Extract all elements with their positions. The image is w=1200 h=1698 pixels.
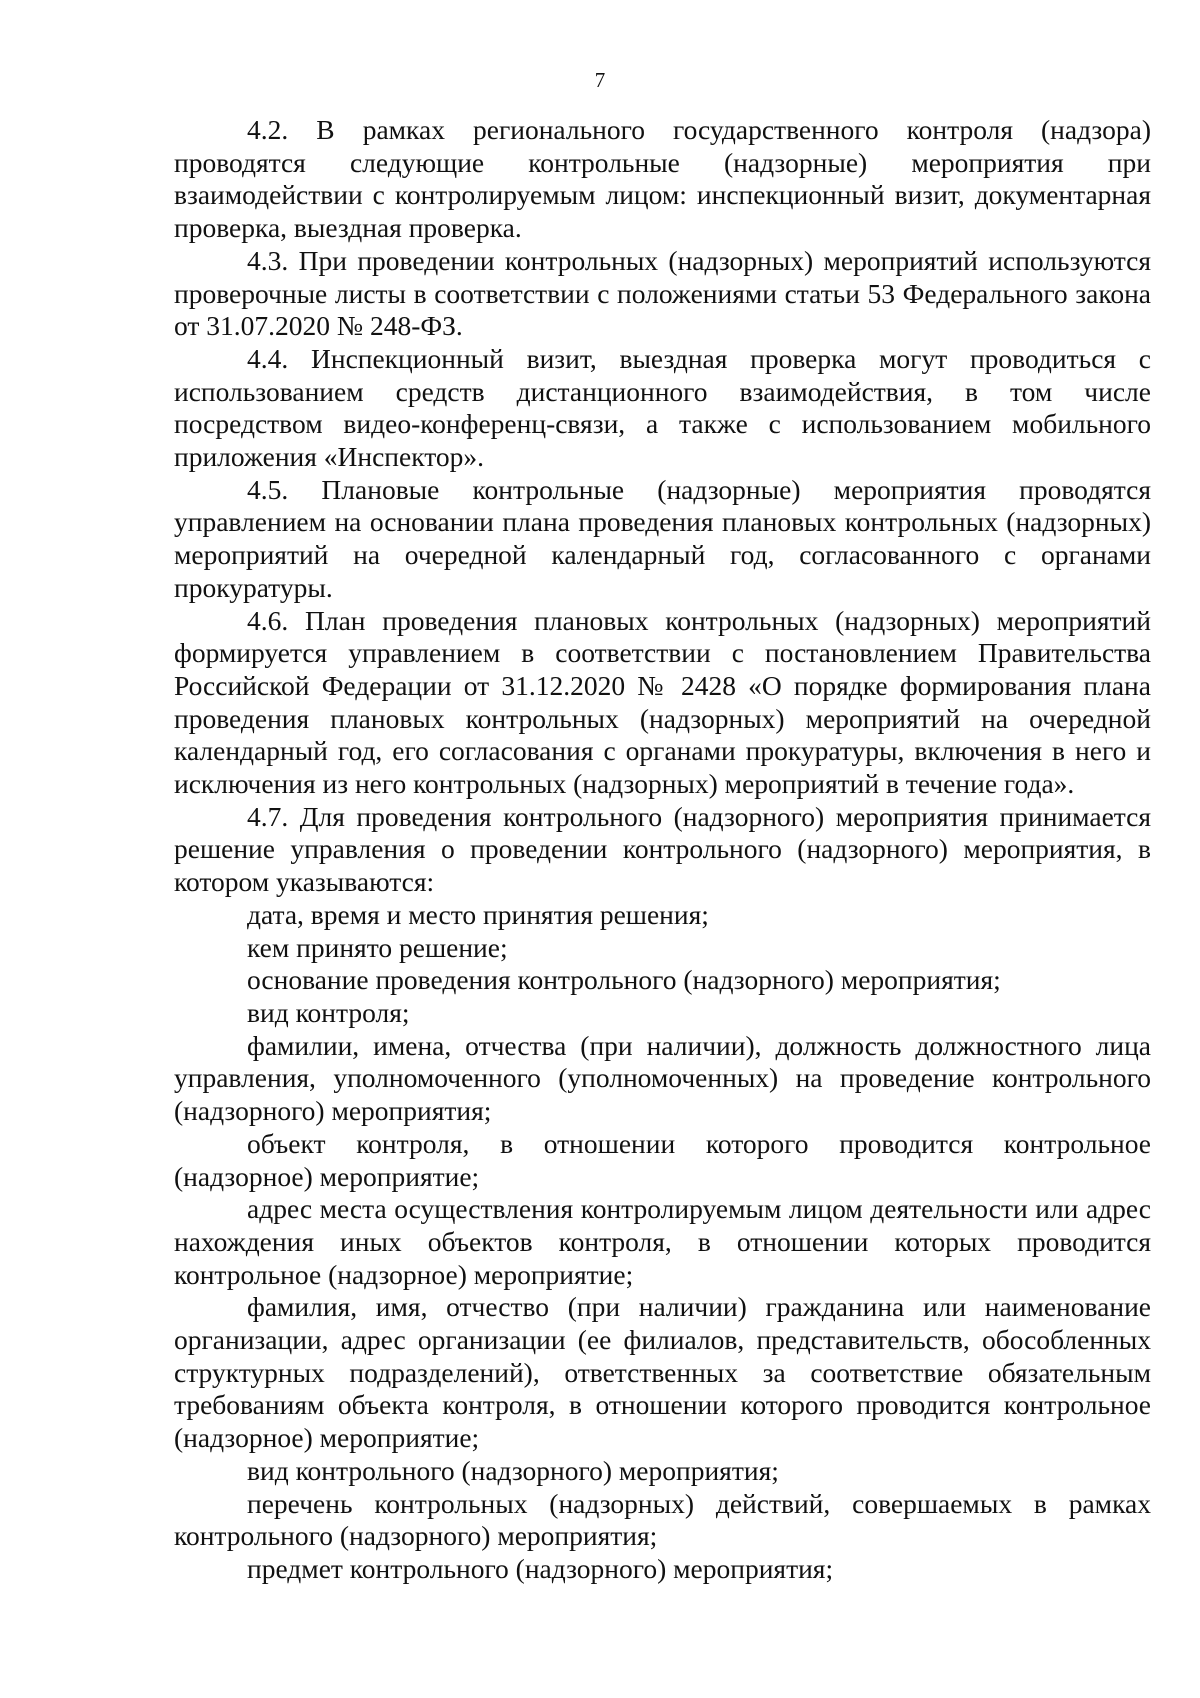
list-item: адрес места осуществления контролируемым лицом деятельности или адрес нахождения иных объектов контроля, в отношении которых проводится контрольное (надзорное) мероприятие;: [174, 1193, 1151, 1290]
list-item: вид контроля;: [247, 996, 410, 1028]
list-item: объект контроля, в отношении которого проводится контрольное (надзорное) мероприятие;: [174, 1127, 1151, 1192]
paragraph-4-2: 4.2. В рамках регионального государственного контроля (надзора) проводятся следующие контрольные (надзорные) мероприятия при взаимодействии с контролируемым лицом: инспекционный визит, документарная проверка, выездная проверка.: [174, 114, 1151, 244]
list-item: фамилия, имя, отчество (при наличии) гражданина или наименование организации, адрес организации (ее филиалов, представительств, обособленных структурных подразделений), ответственных за соответствие обязательным требованиям объекта контроля, в отношении которого проводится контрольное (надзорное) мероприятие;: [174, 1291, 1151, 1454]
list-item: основание проведения контрольного (надзорного) мероприятия;: [247, 964, 1001, 996]
list-item: предмет контрольного (надзорного) мероприятия;: [247, 1552, 834, 1584]
page-number: 7: [594, 68, 606, 92]
document-body: [174, 114, 1151, 1586]
list-item: кем принято решение;: [247, 931, 508, 963]
paragraph-4-7: 4.7. Для проведения контрольного (надзорного) мероприятия принимается решение управления о проведении контрольного (надзорного) мероприятия, в котором указываются:: [174, 800, 1151, 898]
list-item: дата, время и место принятия решения;: [247, 898, 709, 930]
paragraph-4-5: 4.5. Плановые контрольные (надзорные) мероприятия проводятся управлением на основании плана проведения плановых контрольных (надзорных) мероприятий на очередной календарный год, согласованного с органами прокуратуры.: [174, 473, 1151, 603]
list-item: фамилии, имена, отчества (при наличии), должность должностного лица управления, уполномоченного (уполномоченных) на проведение контрольного (надзорного) мероприятия;: [174, 1029, 1151, 1127]
paragraph-4-4: 4.4. Инспекционный визит, выездная проверка могут проводиться с использованием средств дистанционного взаимодействия, в том числе посредством видео-конференц-связи, а также с использованием мобильного приложения «Инспектор».: [174, 342, 1151, 473]
paragraph-4-6: 4.6. План проведения плановых контрольных (надзорных) мероприятий формируется управлением в соответствии с постановлением Правительства Российской Федерации от 31.12.2020 № 2428 «О порядке формирования плана проведения плановых контрольных (надзорных) мероприятий на очередной календарный год, его согласования с органами прокуратуры, включения в него и исключения из него контрольных (надзорных) мероприятий в течение года».: [174, 604, 1151, 800]
list-item: вид контрольного (надзорного) мероприятия;: [247, 1454, 779, 1486]
list-item: перечень контрольных (надзорных) действий, совершаемых в рамках контрольного (надзорного) мероприятия;: [174, 1487, 1151, 1552]
paragraph-4-3: 4.3. При проведении контрольных (надзорных) мероприятий используются проверочные листы в соответствии с положениями статьи 53 Федерального закона от 31.07.2020 № 248-ФЗ.: [174, 244, 1151, 342]
